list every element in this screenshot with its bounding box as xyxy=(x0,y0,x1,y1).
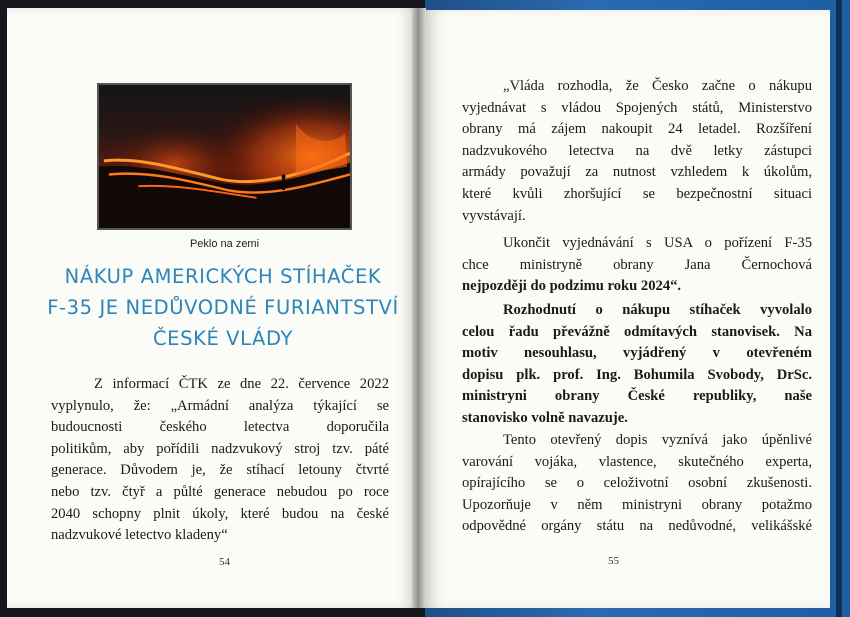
text-line: varování vojáka, vlastence, skutečného experta, xyxy=(462,453,812,470)
left-page xyxy=(7,8,419,608)
text-line: opírajícího se o celoživotní osobní zkušenosti. xyxy=(462,475,812,492)
text-line: Tento otevřený dopis vyznívá jako úpěnlivé xyxy=(503,432,812,448)
text-line: nadzvukového letectva na dvě letky zástupci xyxy=(462,142,812,159)
text-line: stanovisko volně navazuje. xyxy=(462,409,628,426)
text-line: vyjednávat s vládou Spojených států, Ministerstvo xyxy=(462,99,812,116)
text-line: budoucnosti českého letectva doporučila xyxy=(51,419,389,436)
photo-caption: Peklo na zemi xyxy=(189,238,260,250)
headline-line: ČESKÉ VLÁDY xyxy=(152,327,294,350)
fire-landscape-photo xyxy=(97,83,352,230)
text-line: vyplynulo, že: „Armádní analýza týkající se xyxy=(51,397,389,414)
text-line: Upozorňuje v něm ministryni obrany potažmo xyxy=(462,496,812,513)
text-line: ministryni obrany České republiky, naše xyxy=(462,388,812,405)
right-paragraph-3 xyxy=(462,300,812,430)
text-line: vyvstávají. xyxy=(462,207,526,224)
text-line: odpovědné orgány státu na nedůvodné, velikášské xyxy=(462,518,812,535)
headline-line: NÁKUP AMERICKÝCH STÍHAČEK xyxy=(64,265,382,288)
left-body-paragraph xyxy=(51,374,389,547)
text-line: nebo tzv. čtyř a půlté generace nebudou po roce xyxy=(51,483,389,500)
text-line: Rozhodnutí o nákupu stíhaček vyvolalo xyxy=(503,302,812,318)
text-line: Ukončit vyjednávání s USA o pořízení F-35 xyxy=(503,235,812,251)
text-line: nejpozději do podzimu roku 2024“. xyxy=(462,278,682,295)
text-line: obrany má zájem nakoupit 24 letadel. Rozšíření xyxy=(462,121,812,138)
right-page xyxy=(423,10,830,608)
text-line: celou řadu převážně odmítavých stanovisek. Na xyxy=(462,323,812,340)
page-number-right: 55 xyxy=(608,555,619,567)
text-line: Z informací ČTK ze dne 22. července 2022 xyxy=(94,376,389,392)
text-line: armády považují za nutnost vzhledem k úkolům, xyxy=(462,164,812,181)
text-line: generace. Důvodem je, že stíhací letouny čtvrté xyxy=(51,462,389,479)
text-line: 2040 schopny plnit úkoly, které budou na české xyxy=(51,505,389,522)
text-line: motiv nesouhlasu, vyjádřený v otevřeném xyxy=(462,345,812,362)
right-paragraph-1 xyxy=(462,76,812,227)
right-paragraph-4 xyxy=(462,430,812,538)
text-line: politikům, aby pořídili nadzvukový stroj tzv. páté xyxy=(51,440,389,457)
text-line: „Vláda rozhodla, že Česko začne o nákupu xyxy=(503,78,812,94)
text-line: které kvůli zhoršující se bezpečnostní situaci xyxy=(462,185,812,202)
book-gutter xyxy=(412,8,426,608)
text-line: nadzvukové letectvo kladeny“ xyxy=(51,527,228,544)
text-line: dopisu plk. prof. Ing. Bohumila Svobody, DrSc. xyxy=(462,366,812,383)
text-line: chce ministryně obrany Jana Černochová xyxy=(462,256,812,273)
headline-line: F-35 JE NEDŮVODNÉ FURIANTSTVÍ xyxy=(47,296,399,319)
page-number-left: 54 xyxy=(219,556,230,568)
right-paragraph-2 xyxy=(462,233,812,298)
chapter-headline xyxy=(47,261,399,354)
